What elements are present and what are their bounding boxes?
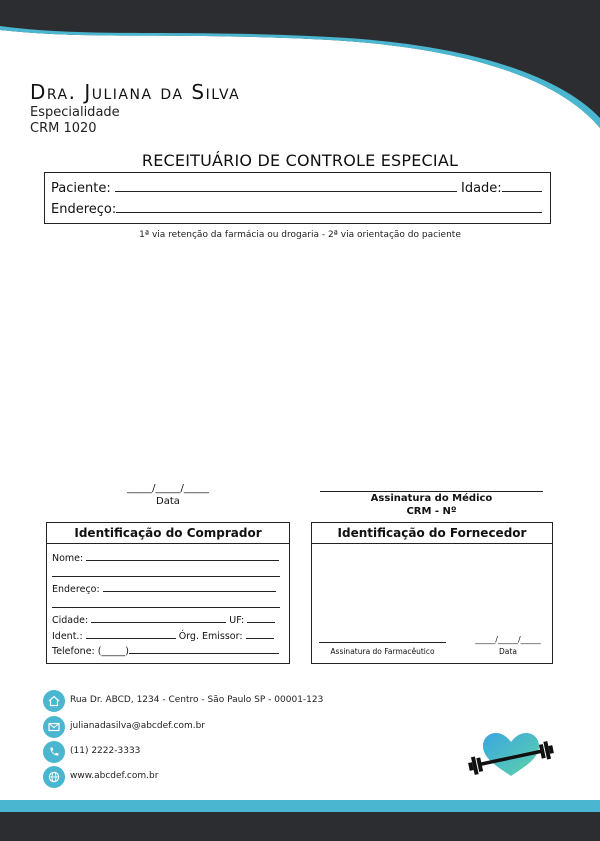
contact-address-text: Rua Dr. ABCD, 1234 - Centro - São Paulo SP - 00001-123 [70,695,324,705]
home-icon [43,690,65,712]
buyer-address-field[interactable] [103,582,276,592]
patient-label: Paciente: [51,181,111,196]
doctor-name: Dra. Juliana da Silva [30,80,241,104]
pharmacist-signature-line[interactable] [319,642,446,643]
buyer-name-field[interactable] [86,551,279,561]
doctor-signature-label: Assinatura do Médico [370,493,493,504]
address-field[interactable] [116,200,542,213]
buyer-address-rule[interactable] [52,607,280,608]
heart-dumbbell-logo [466,730,556,780]
prescription-date [118,483,218,507]
buyer-phone-line [52,644,279,657]
buyer-name-line [52,551,279,564]
patient-line [51,179,542,196]
crm-number-label: CRM - Nº [406,506,457,517]
address-line [51,200,542,217]
patient-field[interactable] [115,179,457,192]
doctor-signature-line[interactable] [320,491,543,492]
buyer-name-label: Nome: [52,553,84,564]
age-field[interactable] [502,179,542,192]
buyer-identification-box [46,522,290,664]
buyer-uf-label: UF: [229,615,245,626]
buyer-city-field[interactable] [91,613,226,623]
supplier-identification-box [311,522,553,664]
buyer-phone-field[interactable] [129,644,279,654]
buyer-ident-field[interactable] [86,629,176,639]
doctor-specialty: Especialidade [30,105,120,120]
buyer-box-title: Identificação do Comprador [47,523,289,544]
address-label: Endereço: [51,202,117,217]
contact-website-text[interactable]: www.abcdef.com.br [70,771,159,781]
globe-icon [43,766,65,788]
email-icon [43,716,65,738]
buyer-ident-line [52,629,274,642]
supplier-box-title: Identificação do Fornecedor [312,523,552,544]
buyer-uf-field[interactable] [247,613,275,623]
phone-icon [43,741,65,763]
date-blank[interactable]: _____/_____/_____ [127,483,209,494]
buyer-address-line [52,582,276,595]
buyer-issuer-label: Órg. Emissor: [178,631,243,642]
contact-phone-text: (11) 2222-3333 [70,746,141,756]
doctor-crm: CRM 1020 [30,121,97,136]
date-label: Data [156,496,180,507]
contact-email-text[interactable]: julianadasilva@abcdef.com.br [70,721,205,731]
buyer-city-label: Cidade: [52,615,89,626]
via-note: 1ª via retenção da farmácia ou drogaria - 2ª via orientação do paciente [139,230,461,240]
buyer-phone-label: Telefone: (_____) [52,646,129,657]
buyer-issuer-field[interactable] [246,629,274,639]
pharmacist-signature-label: Assinatura do Farmacêutico [330,647,435,656]
buyer-ident-label: Ident.: [52,631,83,642]
buyer-city-line [52,613,275,626]
bottom-frame-decoration [0,800,600,841]
supplier-date-blank[interactable]: _____/_____/_____ [475,635,541,644]
supplier-date-label: Data [499,647,517,656]
patient-box [44,172,551,224]
buyer-extra-rule[interactable] [52,576,280,577]
age-label: Idade: [460,181,502,196]
buyer-address-label: Endereço: [52,584,100,595]
form-title: RECEITUÁRIO DE CONTROLE ESPECIAL [141,151,459,170]
